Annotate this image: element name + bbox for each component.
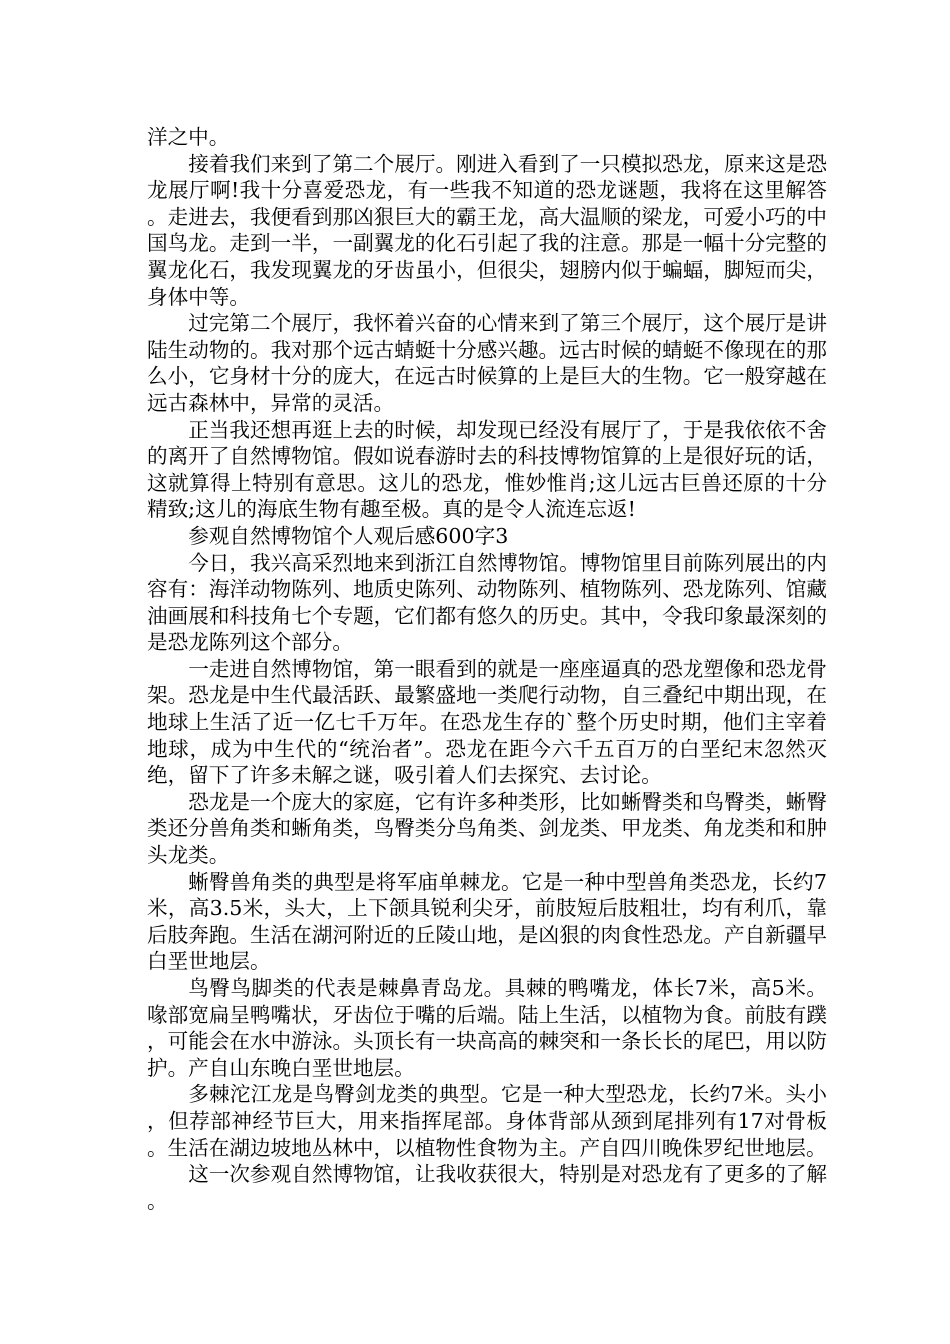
paragraph-leaving-museum: 正当我还想再逛上去的时候，却发现已经没有展厅了，于是我依依不舍的离开了自然博物馆。假如说春游时去的科技博物馆算的上是很好玩的话，这就算得上特别有意思。这儿的恐龙，惟妙惟肖;这儿远古巨兽还原的十分精致;这儿的海底生物有趣至极。真的是令人流连忘返! [147,417,827,522]
paragraph-third-hall: 过完第二个展厅，我怀着兴奋的心情来到了第三个展厅，这个展厅是讲陆生动物的。我对那个远古蜻蜓十分感兴趣。远古时候的蜻蜓不像现在的那么小，它身材十分的庞大，在远古时候算的上是巨大的生物。它一般穿越在远古森林中，异常的灵活。 [147,311,827,415]
paragraph-tsintaosaurus: 鸟臀鸟脚类的代表是棘鼻青岛龙。具棘的鸭嘴龙，体长7米，高5米。喙部宽扁呈鸭嘴状，牙齿位于嘴的后端。陆上生活，以植物为食。前肢有蹼，可能会在水中游泳。头顶长有一块高高的棘突和一条长长的尾巴，用以防护。产自山东晚白垩世地层。 [147,976,827,1080]
document-body [147,124,827,1214]
paragraph-continuation: 洋之中。 [147,125,230,149]
paragraph-dinosaur-families: 恐龙是一个庞大的家庭，它有许多种类形，比如蜥臀类和鸟臀类，蜥臀类还分兽角类和蜥角类，鸟臀类分鸟角类、剑龙类、甲龙类、角龙类和和肿头龙类。 [147,789,827,868]
paragraph-conclusion: 这一次参观自然博物馆，让我收获很大，特别是对恐龙有了更多的了解。 [147,1162,827,1213]
paragraph-dinosaur-intro: 一走进自然博物馆，第一眼看到的就是一座座逼真的恐龙塑像和恐龙骨架。恐龙是中生代最活跃、最繁盛地一类爬行动物，自三叠纪中期出现，在地球上生活了近一亿七千万年。在恐龙生存的`整个历史时期，他们主宰着地球，成为中生代的“统治者”。恐龙在距今六千五百万的白垩纪末忽然灭绝，留下了许多未解之谜，吸引着人们去探究、去讨论。 [147,656,827,788]
section-heading: 参观自然博物馆个人观后感600字3 [188,523,509,548]
paragraph-second-hall: 接着我们来到了第二个展厅。刚进入看到了一只模拟恐龙，原来这是恐龙展厅啊!我十分喜爱恐龙，有一些我不知道的恐龙谜题，我将在这里解答。走进去，我便看到那凶狠巨大的霸王龙，高大温顺的梁龙，可爱小巧的中国鸟龙。走到一半，一副翼龙的化石引起了我的注意。那是一幅十分完整的翼龙化石，我发现翼龙的牙齿虽小，但很尖，翅膀内似于蝙蝠，脚短而尖，身体中等。 [147,151,827,309]
paragraph-tuojiangosaurus: 多棘沱江龙是鸟臀剑龙类的典型。它是一种大型恐龙，长约7米。头小，但荐部神经节巨大，用来指挥尾部。身体背部从颈到尾排列有17对骨板。生活在湖边坡地丛林中，以植物性食物为主。产自四川晚侏罗纪世地层。 [147,1082,827,1160]
paragraph-monolophosaurus: 蜥臀兽角类的典型是将军庙单棘龙。它是一种中型兽角类恐龙，长约7米，高3.5米，头大，上下颌具锐利尖牙，前肢短后肢粗壮，均有利爪，靠后肢奔跑。生活在湖河附近的丘陵山地，是凶狠的肉食性恐龙。产自新疆早白垩世地层。 [147,869,827,974]
paragraph-exhibits-intro: 今日，我兴高采烈地来到浙江自然博物馆。博物馆里目前陈列展出的内容有：海洋动物陈列、地质史陈列、动物陈列、植物陈列、恐龙陈列、馆藏油画展和科技角七个专题，它们都有悠久的历史。其中，令我印象最深刻的是恐龙陈列这个部分。 [147,550,827,655]
